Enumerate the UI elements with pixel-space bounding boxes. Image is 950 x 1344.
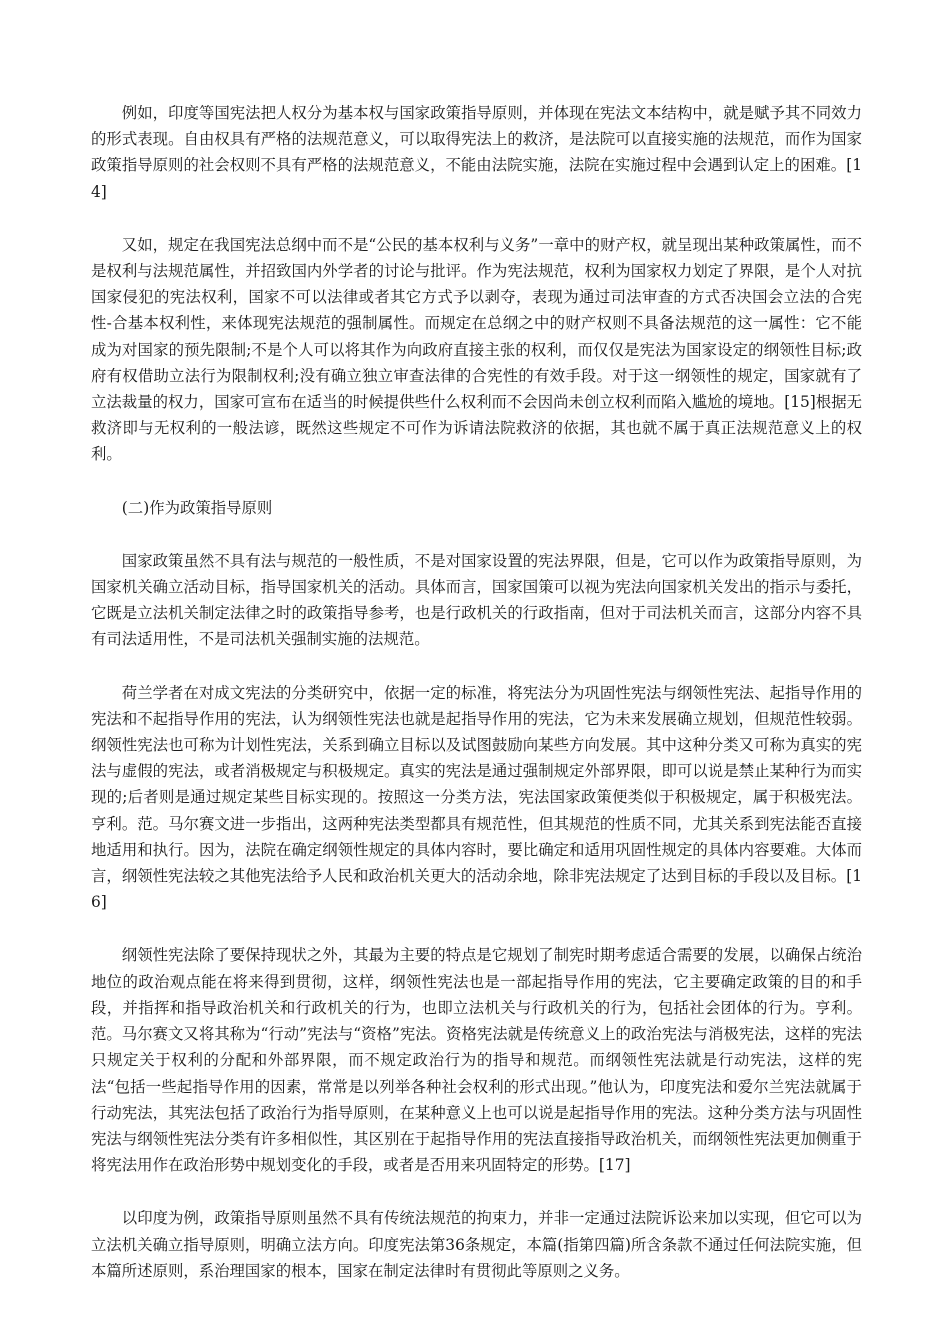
- section-heading: (二)作为政策指导原则: [121, 498, 273, 517]
- document-body: [91, 100, 862, 1311]
- paragraph-dutch-scholars: 荷兰学者在对成文宪法的分类研究中，依据一定的标准，将宪法分为巩固性宪法与纲领性宪法、起指导作用的宪法和不起指导作用的宪法，认为纲领性宪法也就是起指导作用的宪法，它为未来发展确立规划，但规范性较弱。纲领性宪法也可称为计划性宪法，关系到确立目标以及试图鼓励向某些方向发展。其中这种分类又可称为真实的宪法与虚假的宪法，或者消极规定与积极规定。真实的宪法是通过强制规定外部界限，即可以说是禁止某种行为而实现的;后者则是通过规定某些目标实现的。按照这一分类方法，宪法国家政策便类似于积极规定，属于积极宪法。亨利。范。马尔赛文进一步指出，这两种宪法类型都具有规范性，但其规范的性质不同，尤其关系到宪法能否直接地适用和执行。因为，法院在确定纲领性规定的具体内容时，要比确定和适用巩固性规定的具体内容要难。大体而言，纲领性宪法较之其他宪法给予人民和政治机关更大的活动余地，除非宪法规定了达到目标的手段以及目标。[16]: [91, 683, 862, 912]
- paragraph-india-example: 以印度为例，政策指导原则虽然不具有传统法规范的拘束力，并非一定通过法院诉讼来加以实现，但它可以为立法机关确立指导原则，明确立法方向。印度宪法第36条规定，本篇(指第四篇)所含条款不通过任何法院实施，但本篇所述原则，系治理国家的根本，国家在制定法律时有贯彻此等原则之义务。: [91, 1209, 862, 1280]
- paragraph-state-policy: 国家政策虽然不具有法与规范的一般性质，不是对国家设置的宪法界限，但是，它可以作为政策指导原则，为国家机关确立活动目标，指导国家机关的活动。具体而言，国家国策可以视为宪法向国家机关发出的指示与委托，它既是立法机关制定法律之时的政策指导参考，也是行政机关的行政指南，但对于司法机关而言，这部分内容不具有司法适用性，不是司法机关强制实施的法规范。: [91, 551, 862, 649]
- paragraph-india-human-rights: 例如，印度等国宪法把人权分为基本权与国家政策指导原则，并体现在宪法文本结构中，就是赋予其不同效力的形式表现。自由权具有严格的法规范意义，可以取得宪法上的救济，是法院可以直接实施的法规范，而作为国家政策指导原则的社会权则不具有严格的法规范意义，不能由法院实施，法院在实施过程中会遇到认定上的困难。[14]: [91, 104, 862, 201]
- paragraph-property-right: 又如，规定在我国宪法总纲中而不是“公民的基本权利与义务”一章中的财产权，就呈现出某种政策属性，而不是权利与法规范属性，并招致国内外学者的讨论与批评。作为宪法规范，权利为国家权力划定了界限，是个人对抗国家侵犯的宪法权利，国家不可以法律或者其它方式予以剥夺，表现为通过司法审查的方式否决国会立法的合宪性-合基本权利性，来体现宪法规范的强制属性。而规定在总纲之中的财产权则不具备法规范的这一属性：它不能成为对国家的预先限制;不是个人可以将其作为向政府直接主张的权利，而仅仅是宪法为国家设定的纲领性目标;政府有权借助立法行为限制权利;没有确立独立审查法律的合宪性的有效手段。对于这一纲领性的规定，国家就有了立法裁量的权力，国家可宣布在适当的时候提供些什么权利而不会因尚未创立权利而陷入尴尬的境地。[15]根据无救济即与无权利的一般法谚，既然这些规定不可作为诉请法院救济的依据，其也就不属于真正法规范意义上的权利。: [91, 235, 862, 464]
- paragraph-programmatic-constitution: 纲领性宪法除了要保持现状之外，其最为主要的特点是它规划了制宪时期考虑适合需要的发展，以确保占统治地位的政治观点能在将来得到贯彻，这样，纲领性宪法也是一部起指导作用的宪法，它主要确定政策的目的和手段，并指挥和指导政治机关和行政机关的行为，也即立法机关与行政机关的行为，包括社会团体的行为。亨利。范。马尔赛文又将其称为“行动”宪法与“资格”宪法。资格宪法就是传统意义上的政治宪法与消极宪法，这样的宪法只规定关于权利的分配和外部界限，而不规定政治行为的指导和规范。而纲领性宪法就是行动宪法，这样的宪法“包括一些起指导作用的因素，常常是以列举各种社会权利的形式出现。”他认为，印度宪法和爱尔兰宪法就属于行动宪法，其宪法包括了政治行为指导原则，在某种意义上也可以说是起指导作用的宪法。这种分类方法与巩固性宪法与纲领性宪法分类有许多相似性，其区别在于起指导作用的宪法直接指导政治机关，而纲领性宪法更加侧重于将宪法用作在政治形势中规划变化的手段，或者是否用来巩固特定的形势。[17]: [91, 946, 862, 1175]
